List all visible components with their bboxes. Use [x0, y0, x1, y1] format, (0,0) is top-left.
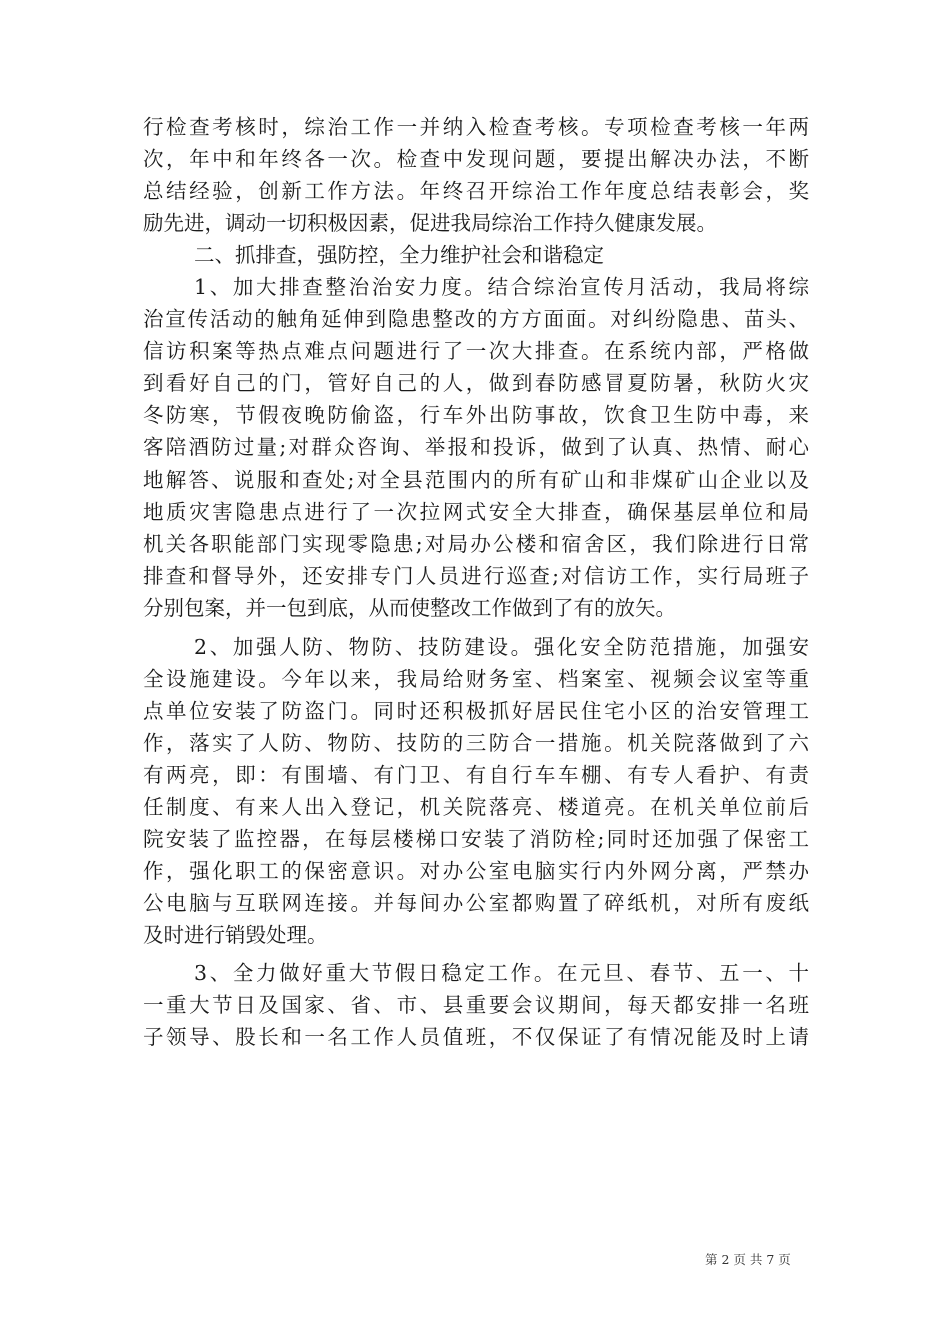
paragraph-first-line: 1、加大排查整治治安力度。结合综治宣传月活动，我局将综: [194, 275, 809, 300]
paragraph-last-line: 分别包案，并一包到底，从而使整改工作做到了有的放矢。: [143, 595, 676, 620]
section-heading: 二、抓排查，强防控，全力维护社会和谐稳定: [194, 243, 604, 268]
text-line: 总结经验，创新工作方法。年终召开综治工作年度总结表彰会，奖: [143, 179, 809, 204]
document-body: [143, 111, 809, 1053]
text-line: 公电脑与互联网连接。并每间办公室都购置了碎纸机，对所有废纸: [143, 891, 809, 916]
paragraph-first-line: 2、加强人防、物防、技防建设。强化安全防范措施，加强安: [194, 634, 809, 659]
text-line: 机关各职能部门实现零隐患;对局办公楼和宿舍区，我们除进行日常: [143, 531, 809, 556]
text-line: 子领导、股长和一名工作人员值班，不仅保证了有情况能及时上请: [143, 1025, 809, 1050]
text-line: 治宣传活动的触角延伸到隐患整改的方方面面。对纠纷隐患、苗头、: [143, 307, 809, 332]
text-line: 作，落实了人防、物防、技防的三防合一措施。机关院落做到了六: [143, 730, 809, 755]
text-line: 地质灾害隐患点进行了一次拉网式安全大排查，确保基层单位和局: [143, 499, 809, 524]
text-line: 冬防寒，节假夜晚防偷盗，行车外出防事故，饮食卫生防中毒，来: [143, 403, 809, 428]
text-line: 有两亮，即：有围墙、有门卫、有自行车车棚、有专人看护、有责: [143, 762, 809, 787]
text-line: 任制度、有来人出入登记，机关院落亮、楼道亮。在机关单位前后: [143, 794, 809, 819]
text-line: 次，年中和年终各一次。检查中发现问题，要提出解决办法，不断: [143, 147, 809, 172]
text-line: 点单位安装了防盗门。同时还积极抓好居民住宅小区的治安管理工: [143, 698, 809, 723]
text-line: 作，强化职工的保密意识。对办公室电脑实行内外网分离，严禁办: [143, 859, 809, 884]
text-line: 排查和督导外，还安排专门人员进行巡查;对信访工作，实行局班子: [143, 563, 809, 588]
text-line: 客陪酒防过量;对群众咨询、举报和投诉，做到了认真、热情、耐心: [143, 435, 809, 460]
text-line: 行检查考核时，综治工作一并纳入检查考核。专项检查考核一年两: [143, 115, 809, 139]
text-line: 地解答、说服和查处;对全县范围内的所有矿山和非煤矿山企业以及: [143, 467, 809, 492]
text-line: 一重大节日及国家、省、市、县重要会议期间，每天都安排一名班: [143, 993, 809, 1018]
paragraph-last-line: 励先进，调动一切积极因素，促进我局综治工作持久健康发展。: [143, 211, 717, 236]
paragraph-first-line: 3、全力做好重大节假日稳定工作。在元旦、春节、五一、十: [194, 961, 809, 986]
text-line: 信访积案等热点难点问题进行了一次大排查。在系统内部，严格做: [143, 339, 809, 364]
text-line: 到看好自己的门，管好自己的人，做到春防感冒夏防暑，秋防火灾: [143, 371, 809, 396]
text-line: 全设施建设。今年以来，我局给财务室、档案室、视频会议室等重: [143, 666, 809, 691]
page-number-footer: 第 2 页 共 7 页: [705, 1252, 791, 1267]
paragraph-last-line: 及时进行销毁处理。: [143, 923, 328, 948]
text-line: 院安装了监控器，在每层楼梯口安装了消防栓;同时还加强了保密工: [143, 827, 809, 852]
